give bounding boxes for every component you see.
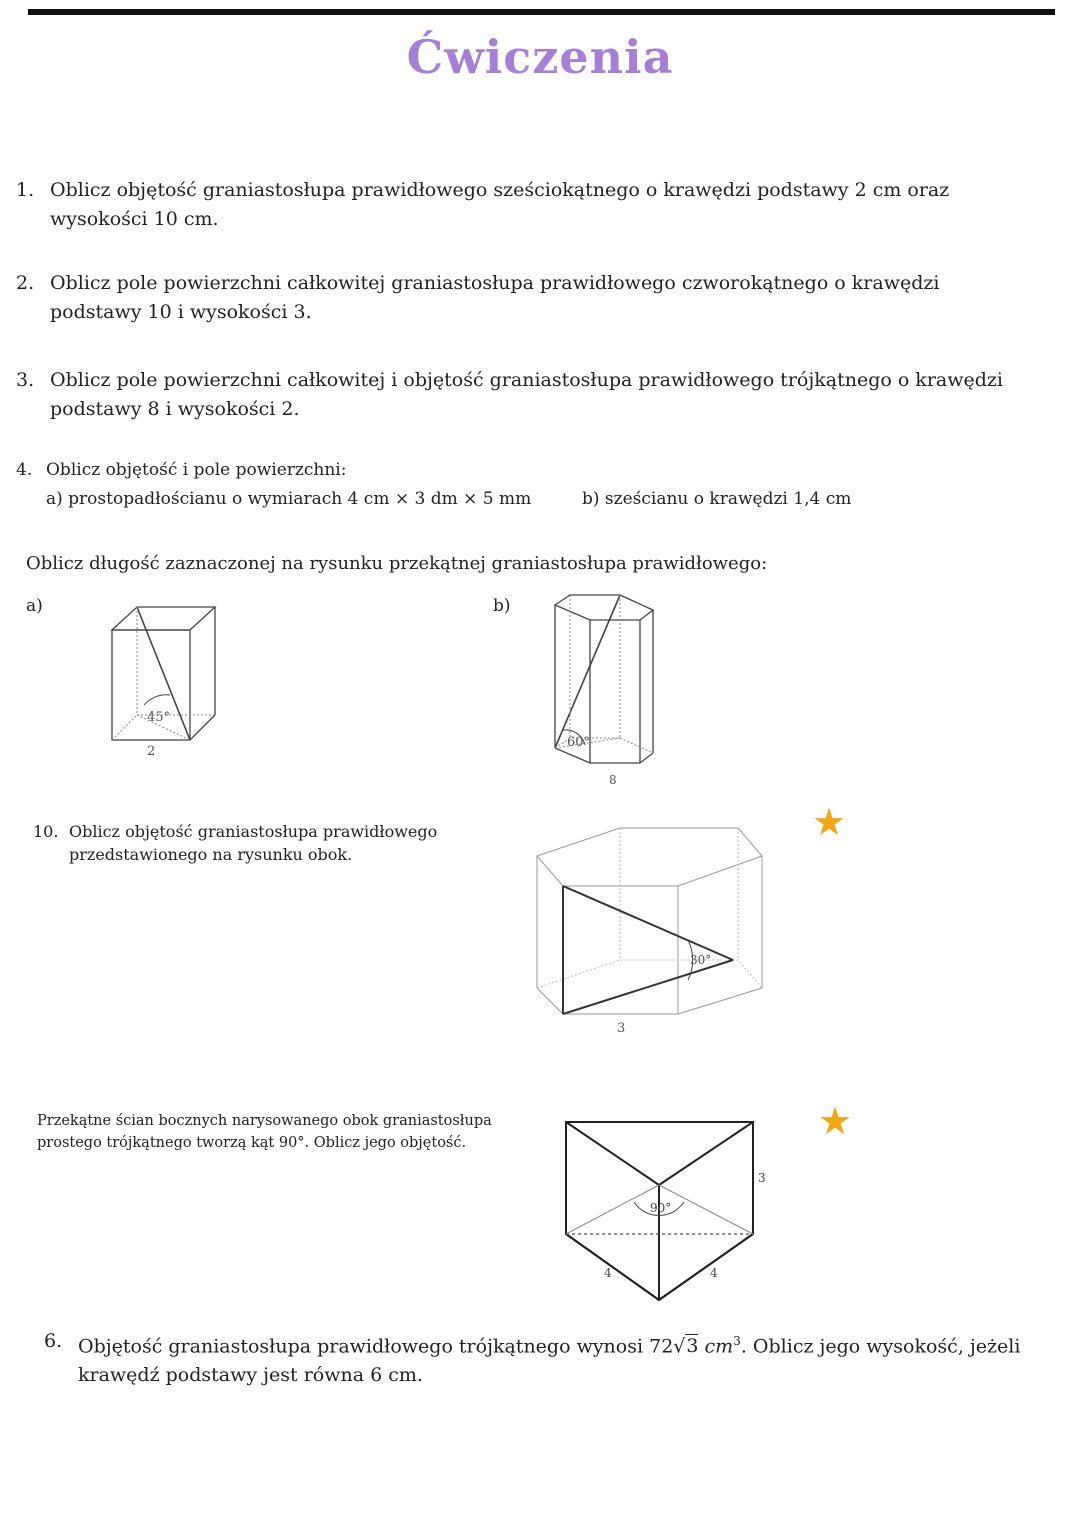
- task-number: 10.: [33, 822, 59, 841]
- exponent: 3: [733, 1334, 741, 1348]
- task-number: 1.: [16, 179, 35, 201]
- sqrt-sign: √: [673, 1335, 686, 1358]
- edge-label: 2: [147, 744, 156, 759]
- task-4b: b) sześcianu o krawędzi 1,4 cm: [582, 489, 852, 509]
- sqrt-arg: 3: [686, 1335, 699, 1358]
- edge-right-label: 4: [710, 1266, 718, 1280]
- task-4a: a) prostopadłościanu o wymiarach 4 cm × 3 dm × 5 mm: [46, 489, 532, 509]
- task-text: Oblicz objętość graniastosłupa prawidłowego sześciokątnego o krawędzi podstawy 2 cm oraz wysokości 10 cm.: [50, 179, 950, 230]
- height-label: 3: [758, 1171, 766, 1185]
- task-1: [16, 176, 1046, 234]
- edge-label: 3: [617, 1021, 626, 1036]
- edge-label: 8: [609, 773, 617, 787]
- unit: cm: [704, 1335, 734, 1358]
- triangular-prism-task: Przekątne ścian bocznych narysowanego obok graniastosłupa prostego trójkątnego tworzą kąt 90°. Oblicz jego objętość.: [37, 1113, 492, 1151]
- star-icon: ★: [818, 1099, 853, 1143]
- page-title: Ćwiczenia: [406, 30, 674, 84]
- task-text: Oblicz objętość graniastosłupa prawidłowego przedstawionego na rysunku obok.: [69, 822, 438, 864]
- task-6: [44, 1327, 1034, 1390]
- figure-b-label: b): [493, 596, 511, 616]
- task-2: [16, 269, 1016, 327]
- task-text: Oblicz objętość i pole powierzchni:: [46, 460, 347, 480]
- figure-triangular-prism: [560, 1118, 775, 1308]
- task-text: [78, 1327, 1034, 1390]
- task-number: 6.: [44, 1330, 63, 1352]
- figure-10-hexagonal-prism: [530, 820, 770, 1040]
- task-6-text-after: . Oblicz jego wysokość, jeżeli krawędź podstawy jest równa 6 cm.: [78, 1335, 1021, 1387]
- task-10: [33, 820, 473, 866]
- task-number: 4.: [16, 460, 33, 480]
- task-number: 2.: [16, 272, 35, 294]
- angle-label: 30°: [690, 953, 712, 967]
- star-icon: ★: [812, 800, 847, 844]
- task-3: [16, 366, 1006, 424]
- diagonal-task-text: Oblicz długość zaznaczonej na rysunku przekątnej graniastosłupa prawidłowego:: [26, 553, 768, 574]
- task-text: Oblicz pole powierzchni całkowitej graniastosłupa prawidłowego czworokątnego o krawędzi podstawy 10 i wysokości 3.: [50, 272, 940, 323]
- angle-label: 60°: [567, 735, 591, 750]
- edge-left-label: 4: [604, 1266, 612, 1280]
- figure-b-hexagonal-prism: [545, 590, 665, 787]
- task-number: 3.: [16, 369, 35, 391]
- figure-a-label: a): [26, 596, 43, 616]
- task-6-text-before: Objętość graniastosłupa prawidłowego trójkątnego wynosi 72: [78, 1335, 674, 1358]
- top-rule: [28, 9, 1055, 15]
- angle-label: 45°: [147, 710, 171, 725]
- angle-label: 90°: [650, 1201, 672, 1215]
- figure-a-square-prism: [100, 595, 230, 765]
- task-4: [16, 456, 1016, 514]
- task-text: Oblicz pole powierzchni całkowitej i objętość graniastosłupa prawidłowego trójkątnego o krawędzi podstawy 8 i wysokości 2.: [50, 369, 1003, 420]
